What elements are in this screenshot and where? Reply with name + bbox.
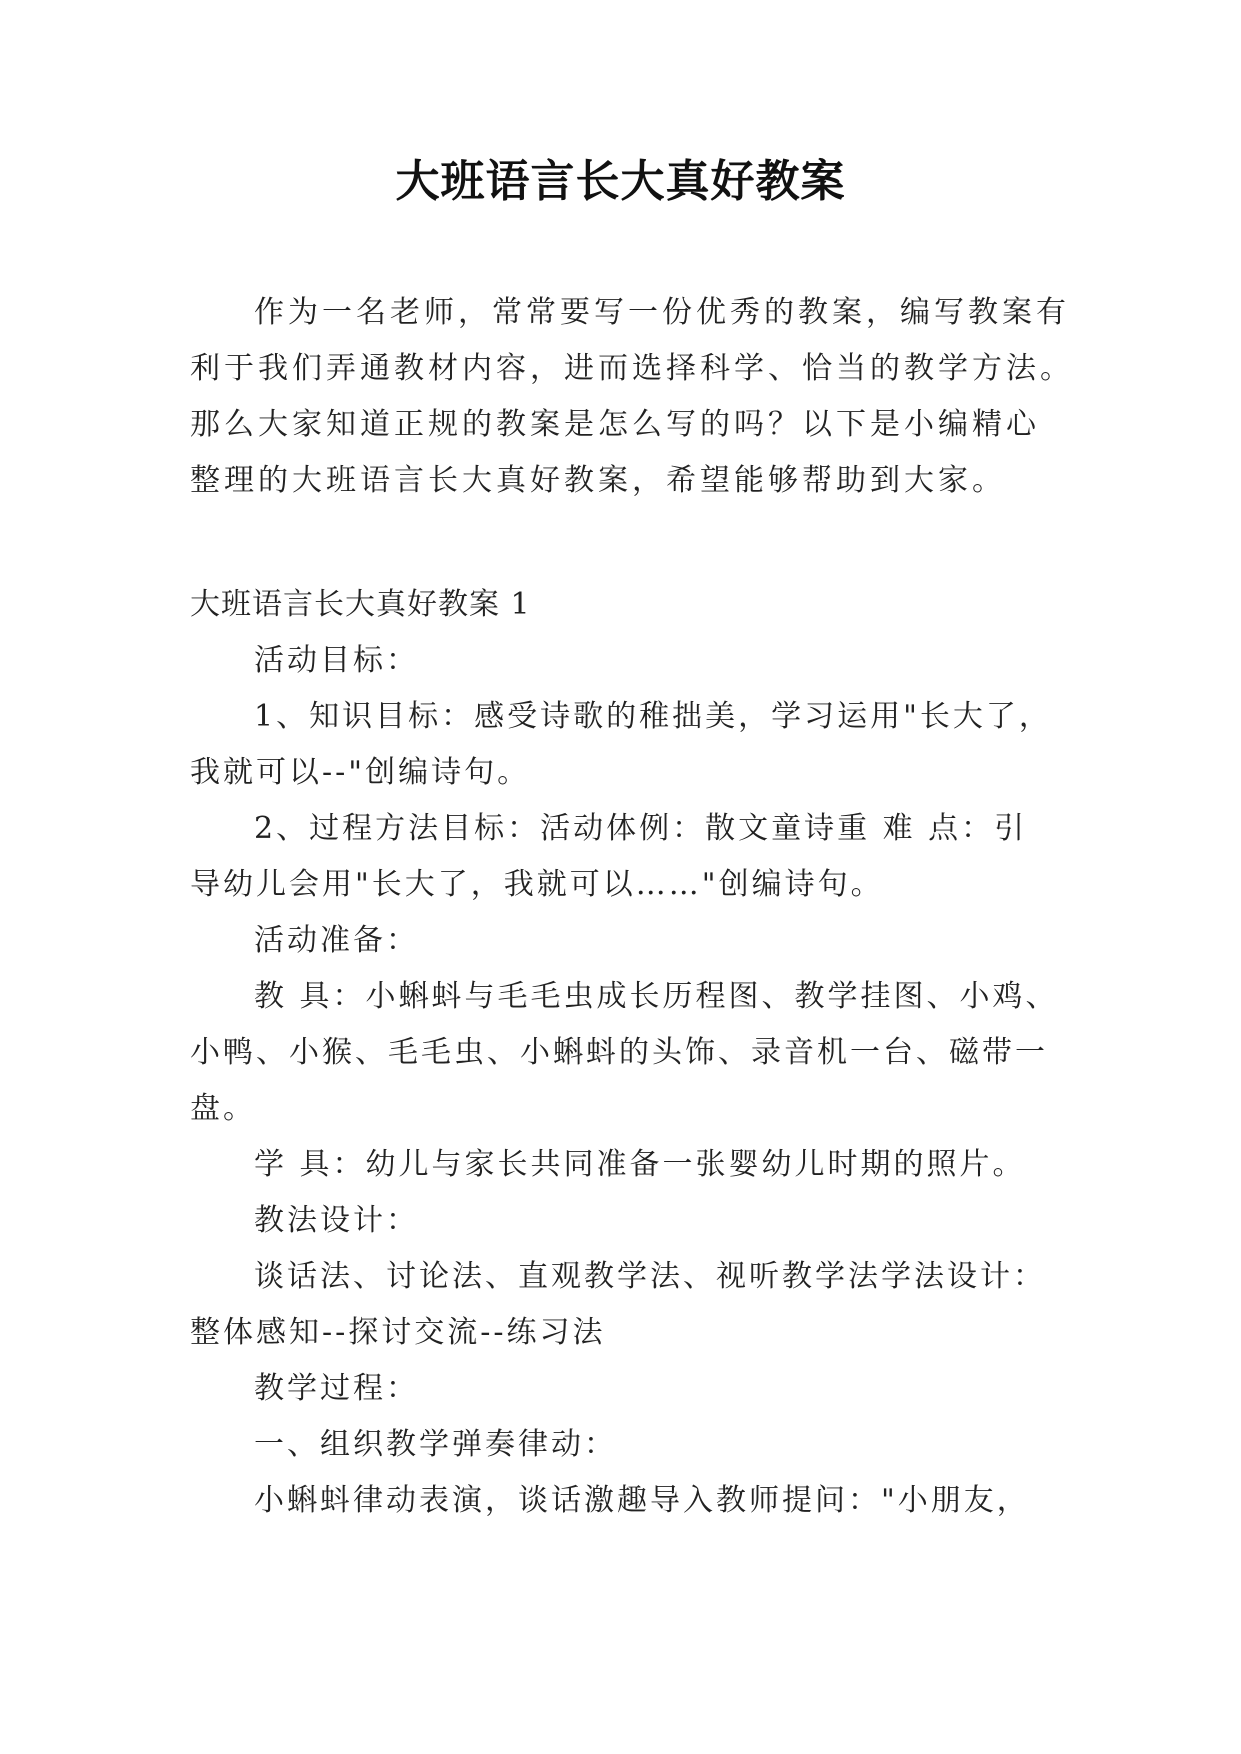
section-heading: 大班语言长大真好教案 1	[190, 587, 531, 622]
body-line: 整体感知--探讨交流--练习法	[190, 1315, 606, 1350]
body-line: 盘。	[190, 1091, 256, 1126]
body-line: 教学过程：	[254, 1371, 419, 1406]
body-line: 一、组织教学弹奏律动：	[254, 1427, 617, 1462]
body-line: 谈话法、讨论法、直观教学法、视听教学法学法设计：	[254, 1259, 1046, 1294]
body-line: 教法设计：	[254, 1203, 419, 1238]
intro-line: 整理的大班语言长大真好教案，希望能够帮助到大家。	[190, 463, 1006, 498]
body-line: 小蝌蚪律动表演，谈话激趣导入教师提问："小朋友，	[254, 1483, 1030, 1518]
body-line: 活动目标：	[254, 643, 419, 678]
body-line: 活动准备：	[254, 923, 419, 958]
document-title: 大班语言长大真好教案	[395, 156, 846, 207]
intro-line: 那么大家知道正规的教案是怎么写的吗？以下是小编精心	[190, 407, 1040, 442]
body-line: 学 具：幼儿与家长共同准备一张婴幼儿时期的照片。	[254, 1147, 1026, 1182]
body-line: 我就可以--"创编诗句。	[190, 755, 531, 790]
intro-line: 利于我们弄通教材内容，进而选择科学、恰当的教学方法。	[190, 351, 1074, 386]
body-line: 导幼儿会用"长大了，我就可以……"创编诗句。	[190, 867, 884, 902]
body-line: 2、过程方法目标：活动体例：散文童诗重 难 点：引	[254, 811, 1028, 846]
intro-line: 作为一名老师，常常要写一份优秀的教案，编写教案有	[254, 295, 1070, 330]
body-line: 1、知识目标：感受诗歌的稚拙美，学习运用"长大了，	[254, 699, 1052, 734]
body-line: 教 具：小蝌蚪与毛毛虫成长历程图、教学挂图、小鸡、	[254, 979, 1059, 1014]
body-line: 小鸭、小猴、毛毛虫、小蝌蚪的头饰、录音机一台、磁带一	[190, 1035, 1048, 1070]
